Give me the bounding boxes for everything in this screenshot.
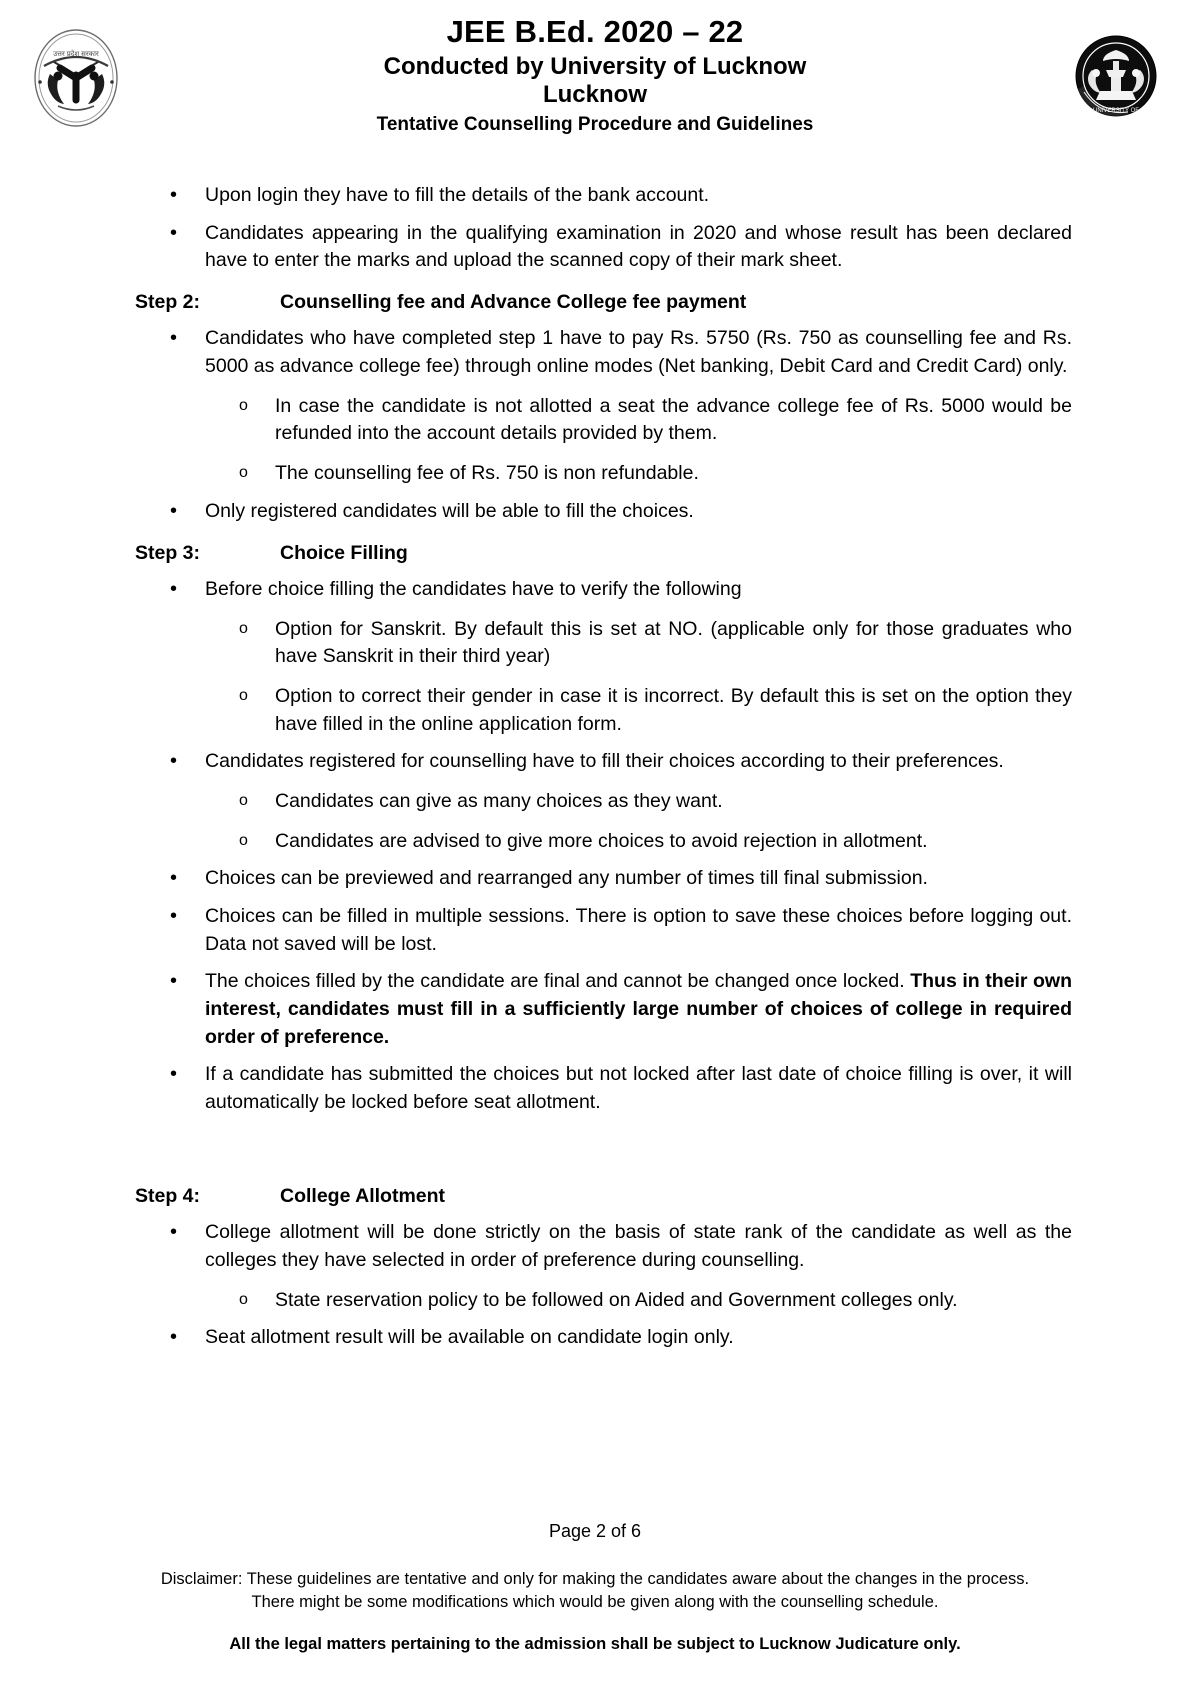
step-2-heading xyxy=(135,289,1072,315)
step-3-label: Step 3: xyxy=(135,541,201,564)
locked-notice-text: The choices filled by the candidate are final and cannot be changed once locked. xyxy=(205,970,905,993)
list-item: o Candidates can give as many choices as they want. xyxy=(135,788,1072,816)
list-item: o State reservation policy to be followed on Aided and Government colleges only. xyxy=(135,1287,1072,1315)
step-2-sublist xyxy=(135,393,1072,488)
step-3-heading xyxy=(135,540,1072,566)
disclaimer-text: Disclaimer: These guidelines are tentative and only for making the candidates aware about the changes in the process. There might be some modifications which would be given along with the counselling schedule. xyxy=(160,1570,1030,1612)
list-item: • Choices can be filled in multiple sessions. There is option to save these choices before logging out. Data not saved will be lost. xyxy=(135,903,1072,958)
page-title: JEE B.Ed. 2020 – 22 xyxy=(446,14,744,49)
step-3-list-c xyxy=(135,865,1072,1117)
step-3-sublist-b xyxy=(135,788,1072,855)
list-item: o Candidates are advised to give more choices to avoid rejection in allotment. xyxy=(135,828,1072,856)
list-item: o Option to correct their gender in case it is incorrect. By default this is set on the option they have filled in the online application form. xyxy=(135,683,1072,738)
step-4-label: Step 4: xyxy=(135,1184,201,1207)
uttar-pradesh-government-emblem-icon xyxy=(24,26,128,130)
list-item: • Upon login they have to fill the details of the bank account. xyxy=(135,182,1072,210)
list-item: • Choices can be previewed and rearranged any number of times till final submission. xyxy=(135,865,1072,893)
page-subtitle-org: Conducted by University of Lucknow xyxy=(383,52,807,80)
step-3-title: Choice Filling xyxy=(280,541,408,564)
section-spacer xyxy=(135,1117,1072,1169)
list-item: • Before choice filling the candidates have to verify the following xyxy=(135,576,1072,604)
step-3-list xyxy=(135,576,1072,604)
list-item: • Candidates registered for counselling have to fill their choices according to their preferences. xyxy=(135,748,1072,776)
list-item: o Option for Sanskrit. By default this is set at NO. (applicable only for those graduates who have Sanskrit in their third year) xyxy=(135,616,1072,671)
document-footer xyxy=(0,1521,1190,1656)
header-title-block xyxy=(215,14,975,137)
locked-notice-emphasis: Thus in their own interest, candidates must fill in a sufficiently large number of choices of college in required order of preference. xyxy=(205,970,1072,1048)
list-item: • Candidates who have completed step 1 have to pay Rs. 5750 (Rs. 750 as counselling fee and Rs. 5000 as advance college fee) through online modes (Net banking, Debit Card and Credit Card) only. xyxy=(135,325,1072,380)
step-3-sublist-a xyxy=(135,616,1072,739)
list-item: o The counselling fee of Rs. 750 is non refundable. xyxy=(135,460,1072,488)
step-4-title: College Allotment xyxy=(280,1184,446,1207)
svg-text:UNIVERSITY OF: UNIVERSITY OF xyxy=(1093,108,1139,114)
list-item-locked-notice xyxy=(135,968,1072,1051)
step-4-list-cont xyxy=(135,1324,1072,1352)
step-4-sublist xyxy=(135,1287,1072,1315)
list-item: • Seat allotment result will be available on candidate login only. xyxy=(135,1324,1072,1352)
step-3-list-b xyxy=(135,748,1072,776)
list-item: • Only registered candidates will be able to fill the choices. xyxy=(135,498,1072,526)
page-subtitle-city: Lucknow xyxy=(542,81,647,109)
list-item: o In case the candidate is not allotted a seat the advance college fee of Rs. 5000 would be refunded into the account details provided by them. xyxy=(135,393,1072,448)
page-number: Page 2 of 6 xyxy=(548,1521,642,1542)
list-item: • Candidates appearing in the qualifying examination in 2020 and whose result has been declared have to enter the marks and upload the scanned copy of their mark sheet. xyxy=(135,220,1072,275)
step-2-list xyxy=(135,325,1072,380)
step-4-heading xyxy=(135,1183,1072,1209)
document-content xyxy=(0,160,1190,1352)
university-of-lucknow-seal-icon xyxy=(1062,26,1166,130)
list-item: • College allotment will be done strictly on the basis of state rank of the candidate as well as the colleges they have selected in order of preference during counselling. xyxy=(135,1219,1072,1274)
step-2-label: Step 2: xyxy=(135,291,201,314)
document-header xyxy=(0,0,1190,160)
page-subtitle-doc: Tentative Counselling Procedure and Guidelines xyxy=(376,114,814,136)
step-2-list-cont xyxy=(135,498,1072,526)
list-item: • If a candidate has submitted the choices but not locked after last date of choice filling is over, it will automatically be locked before seat allotment. xyxy=(135,1061,1072,1116)
step-2-title: Counselling fee and Advance College fee payment xyxy=(280,291,747,314)
svg-text:उत्तर प्रदेश सरकार: उत्तर प्रदेश सरकार xyxy=(53,51,99,58)
step-4-list xyxy=(135,1219,1072,1274)
legal-notice-text: All the legal matters pertaining to the admission shall be subject to Lucknow Judicature only. xyxy=(229,1634,961,1653)
top-bullet-list xyxy=(135,182,1072,275)
